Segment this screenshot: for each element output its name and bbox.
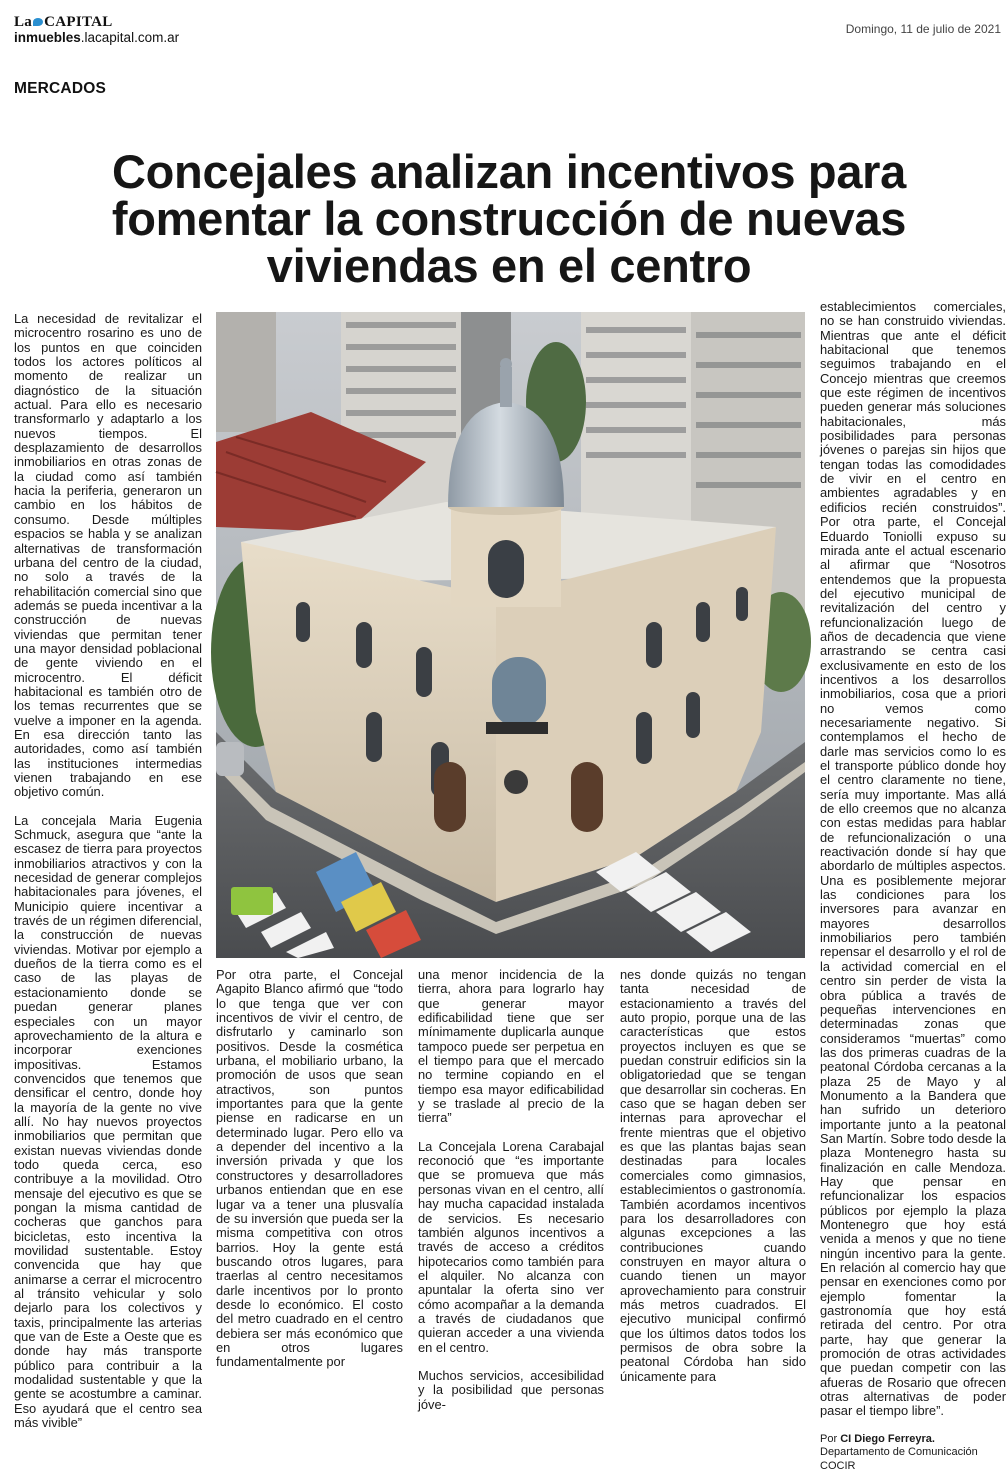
article-column-4 <box>620 968 806 1384</box>
paragraph: Muchos servicios, accesibilidad y la posibilidad que personas jóve- <box>418 1367 604 1412</box>
section-label: MERCADOS <box>14 80 107 97</box>
paragraph: La necesidad de revitalizar el microcentro rosarino es uno de los puntos en que coinciden todos los actores políticos al momento de realizar un diagnóstico de la situación actual. Para ello es necesario transformarlo y adaptarlo a los nuevos tiempos. El desplazamiento de desarrollos inmobiliarios en otras zonas de la ciudad como así también hacia la periferia, generaron un cambio en los hábitos de consumo. Desde múltiples espacios se habla y se analizan alternativas de transformación urbana del centro de la ciudad, no solo a través de la rehabilitación comercial sino que además se pueda incentivar a la construcción de nuevas viviendas que permitan tener una mayor densidad poblacional de gente viviendo en el microcentro. El déficit habitacional es también otro de los temas recurrentes que se vuelve a imponer en la agenda. En esa dirección tanto las autoridades, como así también las instituciones intermedias vienen trabajando en ese objetivo común. <box>14 311 202 800</box>
headline-line-2: fomentar la construcción de nuevas <box>111 192 907 245</box>
logo-text-la: La <box>14 14 33 30</box>
credit-department: Departamento de Comunicación COCIR <box>820 1446 978 1472</box>
paragraph: La Concejala Lorena Carabajal reconoció que “es importante que se promueva que más personas vivan en el centro, allí hay mucha capacidad instalada de servicios. Es necesario también algunos incentivos a través de acceso a créditos hipotecarios como también para el alquiler. No alcanza con apuntalar la oferta sino ver cómo acompañar a la demanda a través de ciudadanos que quieran acceder a una vivienda en el centro. <box>418 1138 604 1355</box>
site-url-bold: inmuebles <box>14 30 81 45</box>
article-photo <box>216 312 805 958</box>
credit-author: CI Diego Ferreyra. <box>840 1432 935 1445</box>
article-column-1 <box>14 312 202 1430</box>
article-column-5 <box>820 300 1006 1473</box>
article-headline <box>14 145 1004 292</box>
paragraph: nes donde quizás no tengan tanta necesidad de estacionamiento a través del auto propio, porque una de las características que estos proyectos incluyen es que se puedan construir edificios sin la obligatoriedad que se tengan que desarrollar sin cocheras. En caso que se hagan deben ser internas para aprovechar el frente mientras que el objetivo es que las plantas bajas sean destinadas para locales comerciales como gimnasios, establecimientos o gastronomía. También acordamos incentivos para los desarrolladores con algunas excepciones a las contribuciones cuando construyen en mayor altura o cuando tienen un mayor aprovechamiento para construir más metros cuadrados. El ejecutivo municipal confirmó que los últimos datos todos los permisos de obra sobre la peatonal Córdoba han sido únicamente para <box>620 967 806 1384</box>
paragraph: Por otra parte, el Concejal Agapito Blanco afirmó que “todo lo que tenga que ver con incentivos de vivir el centro, de disfrutarlo y caminarlo son positivos. Desde la cosmética urbana, el mobiliario urbano, la promoción de usos que sean atractivos, son puntos importantes para que la gente piense en radicarse en un determinado lugar. Pero ello va a depender del incentivo a la inversión privada y que los constructores y desarrolladores urbanos entiendan que en ese lugar va a tener una plusvalía de su inversión que pueda ser la misma competitiva con otros barrios. Hoy la gente está buscando otros lugares, para traerlas al centro necesitamos darle incentivos por lo pronto desde lo económico. El costo del metro cuadrado en el centro debiera ser más económico que en otros lugares fundamentalmente por <box>216 967 403 1370</box>
site-url[interactable] <box>14 30 179 46</box>
building-aerial-photo <box>216 312 805 958</box>
author-credit <box>820 1433 1006 1473</box>
newspaper-logo[interactable] <box>14 14 179 30</box>
logo-swoosh-icon <box>33 18 43 26</box>
headline-line-3: viviendas en el centro <box>266 239 752 292</box>
article-column-3 <box>418 968 604 1412</box>
paragraph: establecimientos comerciales, no se han construido viviendas. Mientras que ante el déficit habitacional que tenemos seguimos trabajando en el Concejo mientras que creemos que este régimen de incentivos pueden generar más soluciones habitacionales, más posibilidades para personas jóvenes o parejas sin hijos que tengan todas las comodidades de vivir en el centro en ambientes agradables y en edificios recién construidos”. Por otra parte, el Concejal Eduardo Toniolli expuso su mirada ante el actual escenario al afirmar que “Nosotros entendemos que la propuesta del ejecutivo municipal de revitalización del centro y refuncionalización luego de años de decadencia que viene arrastrando se centra casi exclusivamente en esto de los incentivos a los desarrollos inmobiliarios, cosa que a priori no vemos como necesariamente negativo. Si contemplamos el hecho de darle mas servicios como lo es el transporte público donde hoy el centro claramente no tiene, sería muy importante. Mas allá de ello creemos que no alcanza con estas medidas para hablar de refuncionalización o una reactivación donde sí hay que abordarlo de múltiples aspectos. Una es posiblemente mejorar las condiciones para los inversores para avanzar en mayores desarrollos inmobiliarios pero también repensar el desarrollo y el rol de la actividad comercial en el centro sin perder de vista la obra pública a través de pequeñas intervenciones en determinadas zonas que consideramos “muertas” como las dos primeras cuadras de la peatonal Córdoba cercanas a la plaza 25 de Mayo y al Monumento a la Bandera que han sufrido un deterioro importante junto a la peatonal San Martín. Sobre todo desde la plaza Montenegro hasta su finalización en calle Mendoza. Hay que pensar en refuncionalizar los espacios públicos por ejemplo la plaza Montenegro que hoy está venida a menos y que no tiene ningún incentivo para la gente. En relación al comercio hay que pensar en exenciones como por ejemplo fomentar la gastronomía que hoy está retirada del centro. Por otra parte, hay que generar la promoción de otras actividades que puedan competir con las afueras de Rosario que ofrecen otras alternativas de poder pasar el tiempo libre”. <box>820 299 1006 1419</box>
headline-line-1: Concejales analizan incentivos para <box>111 145 907 198</box>
masthead <box>14 14 179 46</box>
paragraph: La concejala Maria Eugenia Schmuck, asegura que “ante la escasez de tierra para proyectos inmobiliarios atractivos y con la necesidad de generar complejos habitacionales para jóvenes, el Municipio quiere incentivar a través de un régimen diferencial, la construcción de nuevas viviendas. Motivar por ejemplo a dueños de la tierra como es el caso de las playas de estacionamiento donde se puedan generar planes especiales con un mayor aprovechamiento de la altura e incorporar exenciones impositivas. Estamos convencidos que tenemos que densificar el centro, donde hoy la mayoría de la gente no vive allí. No hay nuevos proyectos inmobiliarios que permitan que existan nuevas viviendas donde todo queda cerca, eso contribuye a la movilidad. Otro mensaje del ejecutivo es que se pongan la misma cantidad de cocheras que ganchos para bicicletas, esto incentiva la movilidad sustentable. Estoy convencida que hay que animarse a cerrar el microcentro al tránsito vehicular y solo dejarlo para los colectivos y taxis, principalmente las arterias que van de Este a Oeste que es donde hay más transporte público para contribuir a la modalidad sustentable y que la gente se acostumbre a caminar. Eso ayudará que el centro sea más vivible” <box>14 812 202 1431</box>
article-column-2 <box>216 968 403 1370</box>
paragraph: una menor incidencia de la tierra, ahora para lograrlo hay que generar mayor edificabilidad tiene que ser mínimamente duplicarla aunque tampoco puede ser perpetua en el tiempo para que el mercado no termine copiando en el tiempo esa mayor edificabilidad y se traslade al precio de la tierra” <box>418 967 604 1126</box>
site-url-domain: .lacapital.com.ar <box>80 30 180 45</box>
credit-prefix: Por <box>820 1432 841 1445</box>
logo-text-capital: CAPITAL <box>44 14 113 30</box>
issue-date: Domingo, 11 de julio de 2021 <box>845 22 1001 36</box>
